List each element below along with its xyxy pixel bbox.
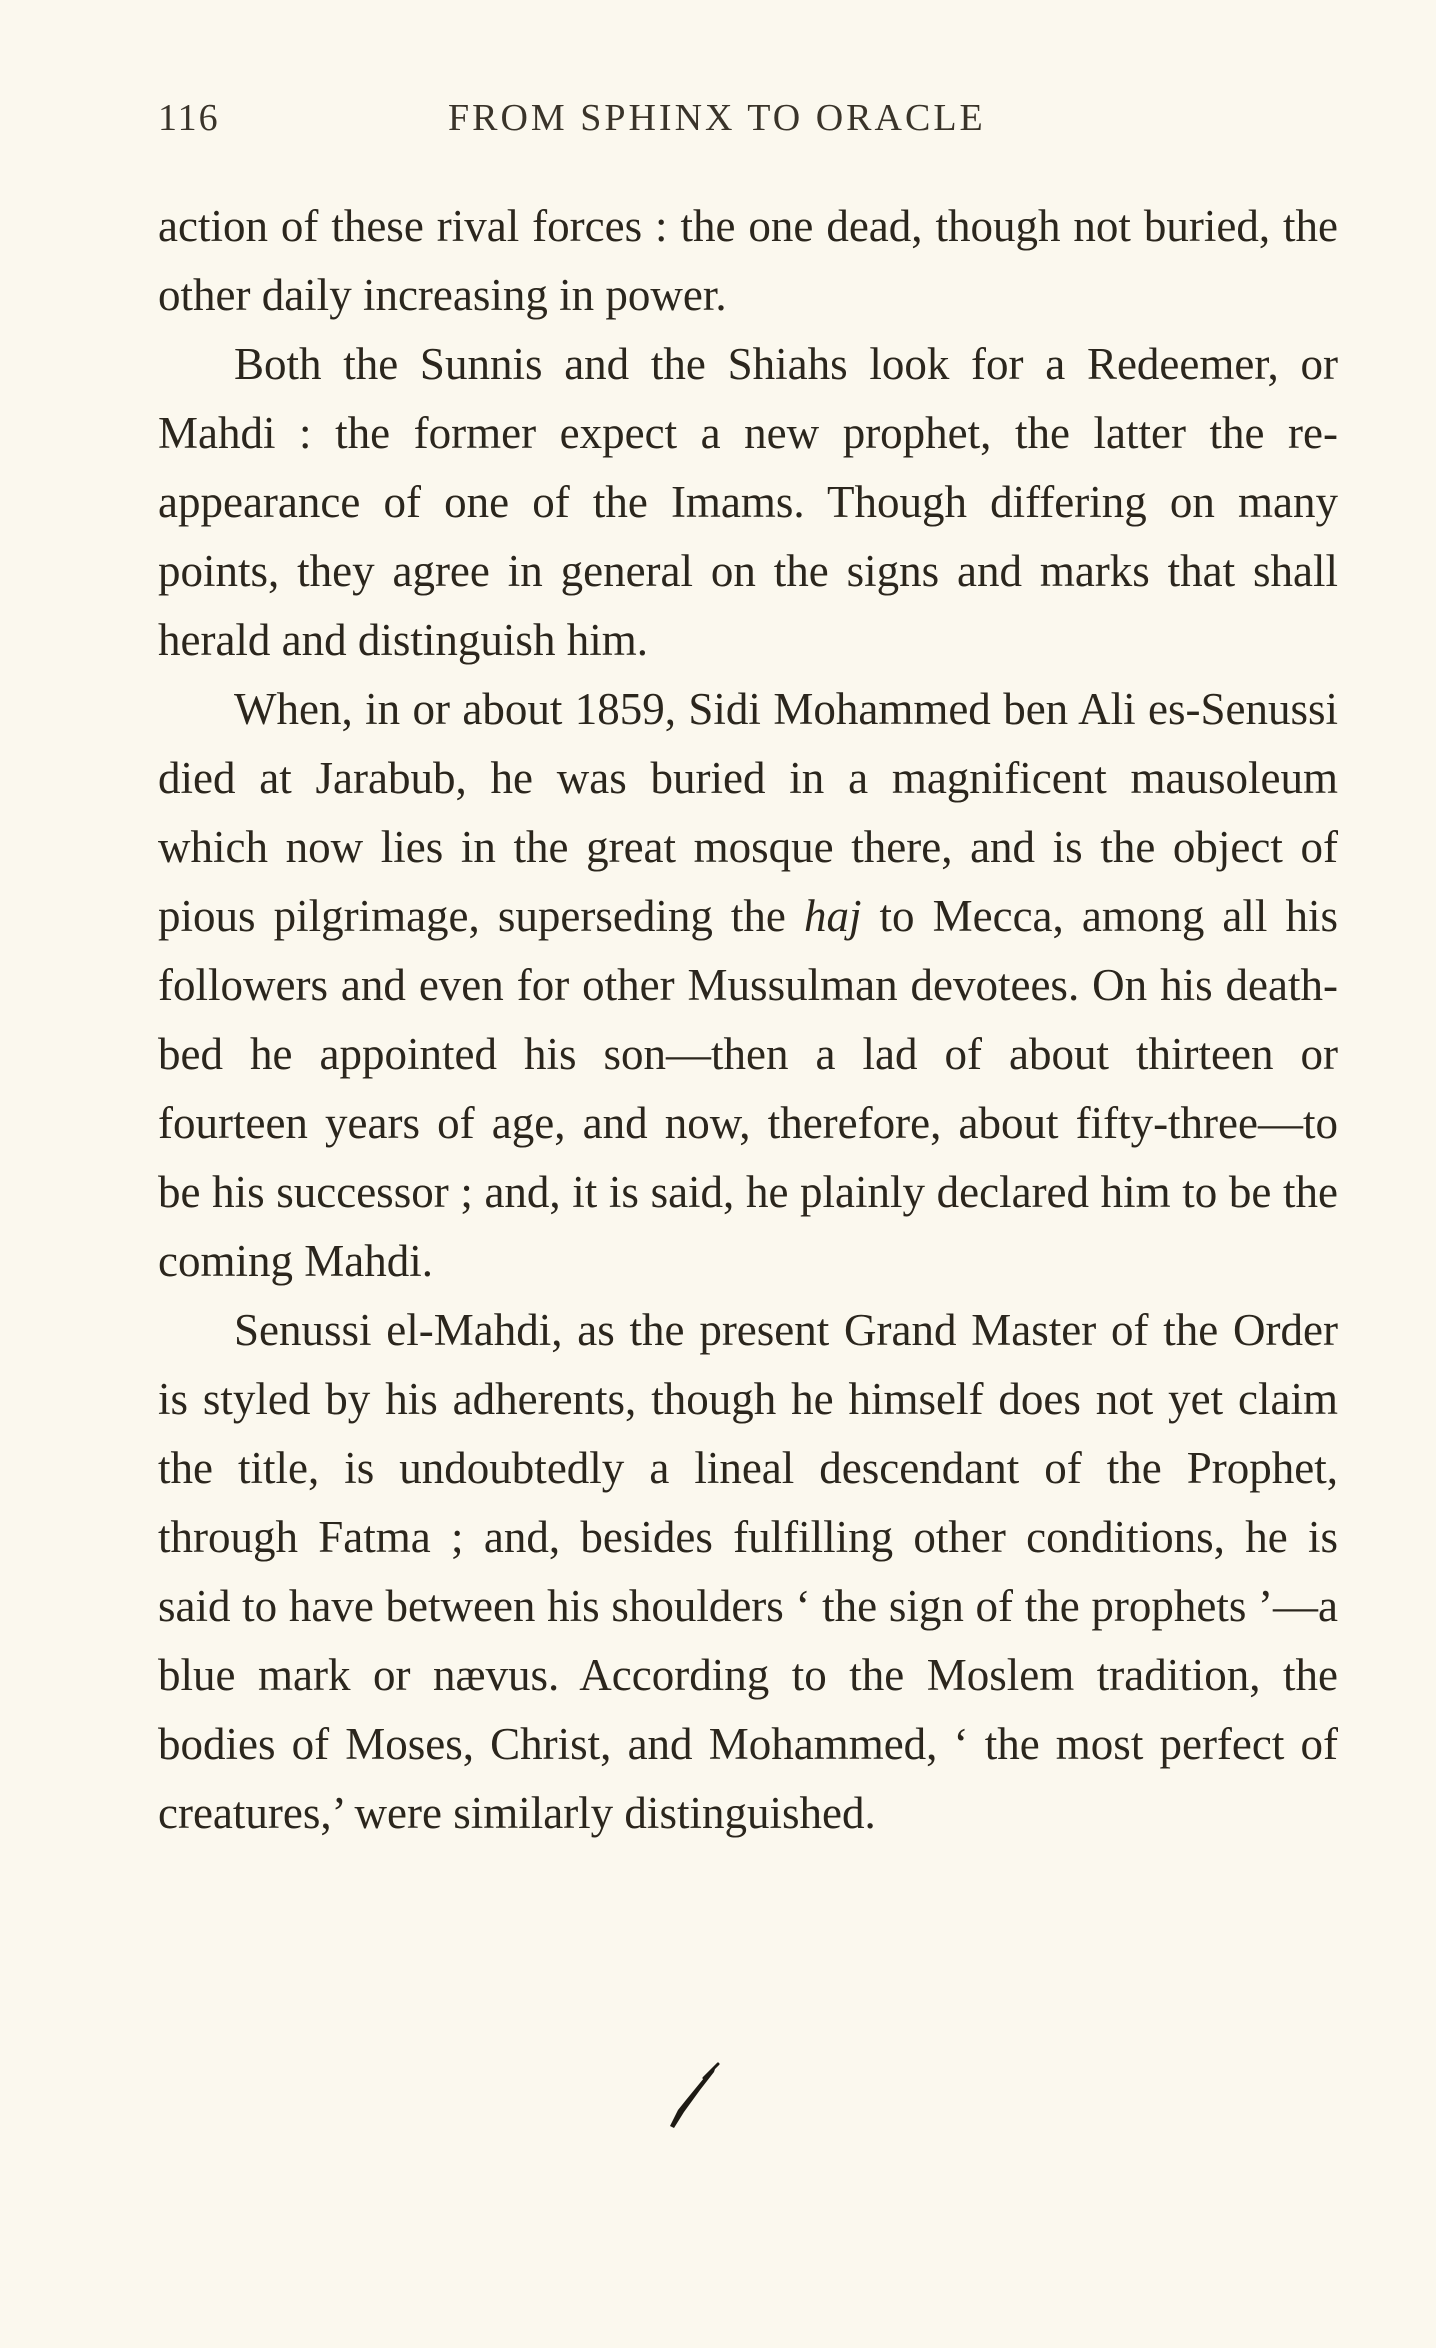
paragraph-text-after: to Mecca, among all his followers and even for other Mussulman devotees. On his death-bed he appointed his son—then a lad of about thirteen or fourteen years of age, and now, therefore, about fifty-three—to be his successor ; and, it is said, he plainly declared him to be the coming Mahdi.	[158, 891, 1338, 1286]
paragraph-continuation: action of these rival forces : the one dead, though not buried, the other daily increasing in power.	[158, 201, 1338, 320]
paragraph-redeemer: Both the Sunnis and the Shiahs look for a Redeemer, or Mahdi : the former expect a new prophet, the latter the re-appearance of one of the Imams. Though differing on many points, they agree in general on the signs and marks that shall herald and distinguish him.	[158, 339, 1338, 665]
body-text	[158, 192, 1338, 1848]
paragraph-senussi-el-mahdi: Senussi el-Mahdi, as the present Grand Master of the Order is styled by his adherents, though he himself does not yet claim the title, is undoubtedly a lineal descendant of the Prophet, through Fatma ; and, besides fulfilling other conditions, he is said to have between his shoulders ‘ the sign of the prophets ’—a blue mark or nævus. According to the Moslem tradition, the bodies of Moses, Christ, and Mohammed, ‘ the most perfect of creatures,’ were similarly distinguished.	[158, 1305, 1338, 1838]
running-title: FROM SPHINX TO ORACLE	[448, 97, 986, 139]
italic-word-haj: haj	[803, 891, 862, 941]
page-number: 116	[158, 97, 220, 139]
paragraph-text-before: When, in or about 1859, Sidi Mohammed ben Ali es-Senussi died at Jarabub, he was buried in a magnificent mausoleum which now lies in the great mosque there, and is the object of pious pilgrimage, superseding the	[158, 684, 1338, 941]
running-head	[158, 96, 1338, 144]
pen-mark-icon	[664, 2060, 724, 2130]
paragraph-senussi-death	[158, 675, 1338, 1296]
